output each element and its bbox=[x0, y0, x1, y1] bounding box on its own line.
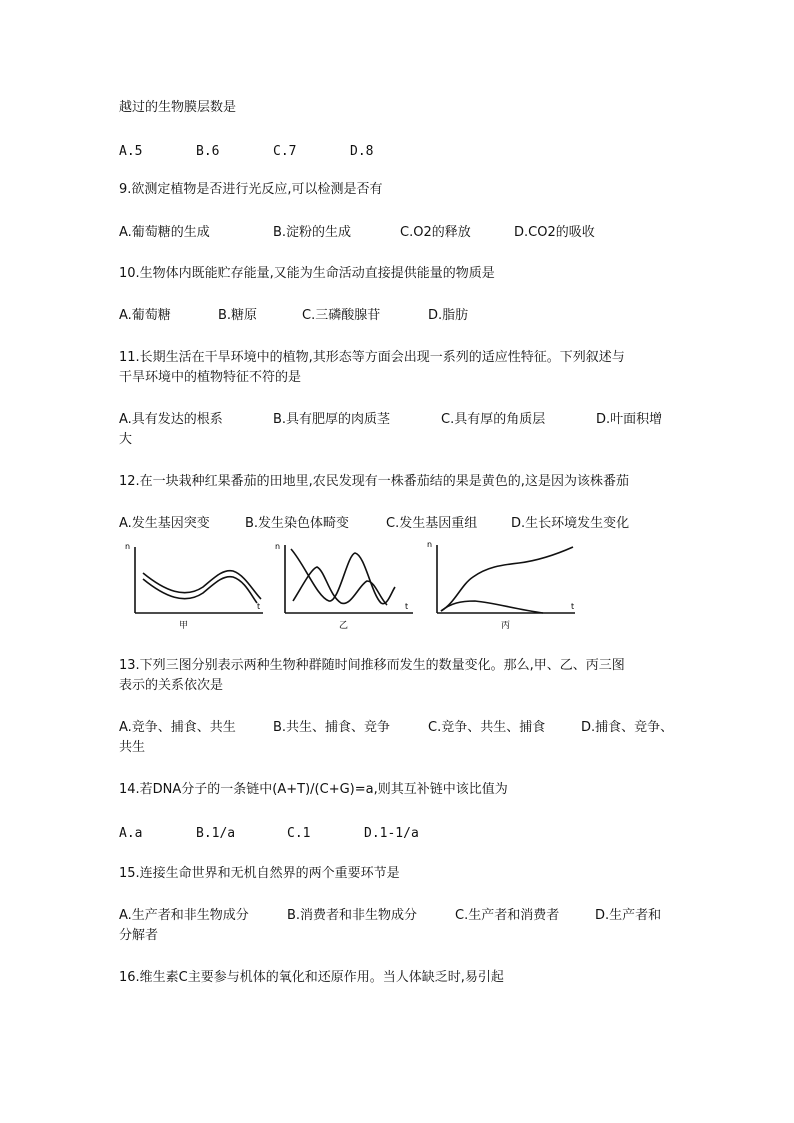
q10-option-b: B.糖原 bbox=[218, 308, 258, 323]
q13-option-c: C.竞争、共生、捕食 bbox=[428, 720, 546, 735]
panel-yi-y-label: n bbox=[275, 542, 281, 551]
panel-yi-axes bbox=[285, 545, 413, 613]
panel-jia-curve-2 bbox=[143, 577, 257, 603]
q14-stem: 14.若DNA分子的一条链中(A+T)/(C+G)=a,则其互补链中该比值为 bbox=[119, 782, 508, 797]
q13-stem-line1: 13.下列三图分别表示两种生物种群随时间推移而发生的数量变化。那么,甲、乙、丙三图 bbox=[119, 658, 625, 673]
panel-yi-x-label: t bbox=[405, 602, 409, 611]
q10-stem: 10.生物体内既能贮存能量,又能为生命活动直接提供能量的物质是 bbox=[119, 266, 495, 281]
q13-option-d-wrap: 共生 bbox=[119, 740, 146, 755]
panel-yi-caption: 乙 bbox=[339, 621, 349, 631]
panel-jia-y-label: n bbox=[125, 542, 131, 551]
q10-option-a: A.葡萄糖 bbox=[119, 308, 171, 323]
q10-option-d: D.脂肪 bbox=[428, 308, 469, 323]
q13-option-d: D.捕食、竞争、 bbox=[581, 720, 674, 735]
q9-option-b: B.淀粉的生成 bbox=[273, 225, 352, 240]
q8-stem-tail: 越过的生物膜层数是 bbox=[119, 100, 237, 115]
q16-stem: 16.维生素C主要参与机体的氧化和还原作用。当人体缺乏时,易引起 bbox=[119, 970, 504, 985]
q11-option-d: D.叶面积增 bbox=[596, 412, 663, 427]
q15-option-a: A.生产者和非生物成分 bbox=[119, 908, 249, 923]
q13-option-a: A.竞争、捕食、共生 bbox=[119, 720, 236, 735]
q12-option-a: A.发生基因突变 bbox=[119, 516, 210, 531]
panel-bing-caption: 丙 bbox=[501, 621, 511, 631]
q8-option-b: B.6 bbox=[196, 144, 220, 159]
panel-jia-x-label: t bbox=[257, 602, 261, 611]
panel-bing-y-label: n bbox=[427, 540, 433, 549]
q9-option-a: A.葡萄糖的生成 bbox=[119, 225, 210, 240]
q14-option-c: C.1 bbox=[287, 826, 311, 841]
population-curves-figure bbox=[115, 535, 595, 635]
panel-bing-curve-2 bbox=[441, 601, 543, 613]
q12-option-d: D.生长环境发生变化 bbox=[511, 516, 630, 531]
q11-option-b: B.具有肥厚的肉质茎 bbox=[273, 412, 391, 427]
q12-option-c: C.发生基因重组 bbox=[386, 516, 478, 531]
q8-option-c: C.7 bbox=[273, 144, 297, 159]
q15-option-d: D.生产者和 bbox=[595, 908, 662, 923]
q11-option-c: C.具有厚的角质层 bbox=[441, 412, 546, 427]
q13-stem-line2: 表示的关系依次是 bbox=[119, 678, 224, 693]
q14-option-d: D.1-1/a bbox=[364, 826, 419, 841]
q11-stem-line2: 干旱环境中的植物特征不符的是 bbox=[119, 370, 302, 385]
q15-option-c: C.生产者和消费者 bbox=[455, 908, 560, 923]
q9-option-d: D.CO2的吸收 bbox=[514, 225, 595, 240]
q13-option-b: B.共生、捕食、竞争 bbox=[273, 720, 391, 735]
q11-stem-line1: 11.长期生活在干旱环境中的植物,其形态等方面会出现一系列的适应性特征。下列叙述与 bbox=[119, 350, 625, 365]
q11-option-a: A.具有发达的根系 bbox=[119, 412, 223, 427]
q15-option-b: B.消费者和非生物成分 bbox=[287, 908, 418, 923]
q8-option-d: D.8 bbox=[350, 144, 374, 159]
q12-option-b: B.发生染色体畸变 bbox=[245, 516, 350, 531]
panel-bing-x-label: t bbox=[571, 602, 575, 611]
q14-option-b: B.1/a bbox=[196, 826, 236, 841]
q11-option-d-wrap: 大 bbox=[119, 432, 133, 447]
q10-option-c: C.三磷酸腺苷 bbox=[302, 308, 381, 323]
panel-jia-axes bbox=[135, 547, 263, 613]
q15-option-d-wrap: 分解者 bbox=[119, 928, 159, 943]
q8-option-a: A.5 bbox=[119, 144, 143, 159]
panel-jia-caption: 甲 bbox=[179, 621, 189, 631]
q9-option-c: C.O2的释放 bbox=[400, 225, 471, 240]
q9-stem: 9.欲测定植物是否进行光反应,可以检测是否有 bbox=[119, 182, 383, 197]
q12-stem: 12.在一块栽种红果番茄的田地里,农民发现有一株番茄结的果是黄色的,这是因为该株番茄 bbox=[119, 474, 629, 489]
q14-option-a: A.a bbox=[119, 826, 143, 841]
q15-stem: 15.连接生命世界和无机自然界的两个重要环节是 bbox=[119, 866, 400, 881]
